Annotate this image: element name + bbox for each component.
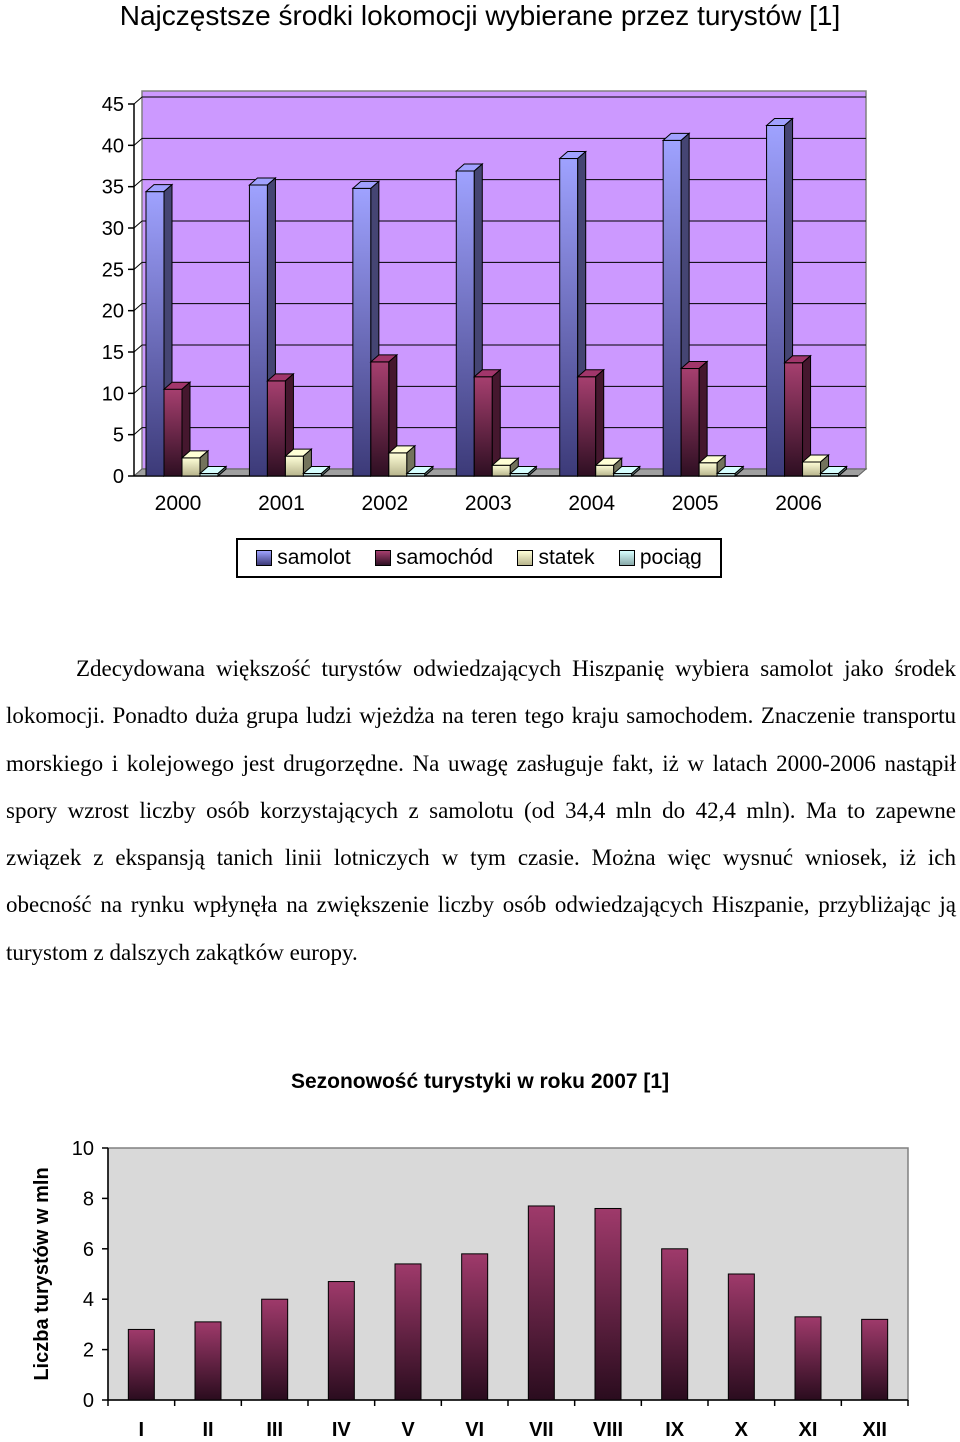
bar-month-X xyxy=(728,1274,754,1400)
x-tick-label: VIII xyxy=(592,1419,624,1441)
legend-item-pociag xyxy=(619,546,702,570)
chart2-y-axis-label: Liczba turystów w mln xyxy=(31,1167,53,1381)
y-tick-label: 4 xyxy=(82,1289,94,1312)
seasonality-chart xyxy=(0,1130,960,1442)
x-tick-label: V xyxy=(401,1419,415,1441)
bar-samochod-2003 xyxy=(474,370,500,476)
y-tick-label: 25 xyxy=(101,259,124,282)
bar-month-III xyxy=(262,1299,288,1400)
legend-item-samolot xyxy=(256,546,351,570)
x-tick-label: 2002 xyxy=(361,492,409,515)
legend-swatch-statek xyxy=(517,550,533,566)
y-tick-label: 15 xyxy=(101,342,124,364)
y-tick-label: 0 xyxy=(112,466,124,488)
chart2-title: Sezonowość turystyki w roku 2007 [1] xyxy=(290,1070,670,1093)
y-tick-label: 10 xyxy=(71,1138,94,1160)
x-tick-label: XII xyxy=(862,1419,887,1441)
y-tick-label: 35 xyxy=(101,176,124,199)
y-tick-label: 45 xyxy=(101,94,124,116)
x-tick-label: 2005 xyxy=(671,492,719,515)
bar-month-VII xyxy=(528,1206,554,1400)
bar-month-XI xyxy=(795,1317,821,1400)
legend-label: statek xyxy=(538,546,595,569)
chart1-title: Najczęstsze środki lokomocji wybierane przez turystów [1] xyxy=(119,0,841,31)
bar-month-II xyxy=(195,1322,221,1400)
bar-month-VI xyxy=(462,1254,488,1400)
y-tick-label: 0 xyxy=(82,1390,94,1412)
x-tick-label: 2003 xyxy=(464,492,512,515)
x-tick-label: X xyxy=(734,1419,749,1441)
x-tick-label: II xyxy=(202,1419,214,1441)
chart1-legend xyxy=(236,538,722,578)
bar-month-IV xyxy=(328,1282,354,1400)
y-tick-label: 40 xyxy=(101,135,124,158)
legend-item-samochod xyxy=(375,546,493,570)
legend-swatch-samochod xyxy=(375,550,391,566)
x-tick-label: VI xyxy=(465,1419,485,1441)
y-tick-label: 2 xyxy=(82,1339,94,1362)
bar-samochod-2004 xyxy=(578,370,604,476)
x-tick-label: XI xyxy=(798,1419,818,1441)
x-tick-label: IV xyxy=(331,1419,351,1441)
x-tick-label: I xyxy=(138,1419,145,1441)
bar-month-IX xyxy=(662,1249,688,1400)
legend-swatch-pociag xyxy=(619,550,635,566)
x-tick-label: III xyxy=(266,1419,284,1441)
body-paragraph: Zdecydowana większość turystów odwiedzających Hiszpanię wybiera samolot jako środek lokomocji. Ponadto duża grupa ludzi wjeżdża na teren tego kraju samochodem. Znaczenie transportu morskiego i kolejowego jest drugorzędne. Na uwagę zasługuje fakt, iż w latach 2000-2006 nastąpił spory wzrost liczby osób korzystających z samolotu (od 34,4 mln do 42,4 mln). Ma to zapewne związek z ekspansją tanich linii lotniczych w tym czasie. Można więc wysnuć wniosek, iż ich obecność na rynku wpłynęła na zwiększenie liczby osób odwiedzających Hiszpanie, przybliżając ją turystom z dalszych zakątków europy. xyxy=(6,656,956,965)
legend-label: samochód xyxy=(396,546,494,569)
bar-month-I xyxy=(128,1329,154,1400)
x-tick-label: 2001 xyxy=(258,492,305,515)
y-tick-label: 5 xyxy=(112,424,124,447)
x-tick-label: VII xyxy=(529,1419,554,1441)
bar-month-V xyxy=(395,1264,421,1400)
x-tick-label: 2000 xyxy=(154,492,202,515)
y-tick-label: 20 xyxy=(101,300,124,323)
y-tick-label: 10 xyxy=(101,383,124,406)
y-tick-label: 6 xyxy=(82,1238,94,1261)
y-tick-label: 30 xyxy=(101,218,124,240)
x-tick-label: 2006 xyxy=(775,492,822,515)
bar-month-XII xyxy=(862,1319,888,1400)
transport-chart xyxy=(0,60,960,530)
legend-swatch-samolot xyxy=(256,550,272,566)
legend-label: samolot xyxy=(277,546,351,569)
x-tick-label: 2004 xyxy=(568,492,616,515)
legend-item-statek xyxy=(517,546,594,570)
bar-month-VIII xyxy=(595,1208,621,1400)
y-tick-label: 8 xyxy=(82,1188,94,1211)
legend-label: pociąg xyxy=(639,546,702,569)
chart2-plot-area xyxy=(108,1148,908,1400)
x-tick-label: IX xyxy=(665,1419,685,1441)
